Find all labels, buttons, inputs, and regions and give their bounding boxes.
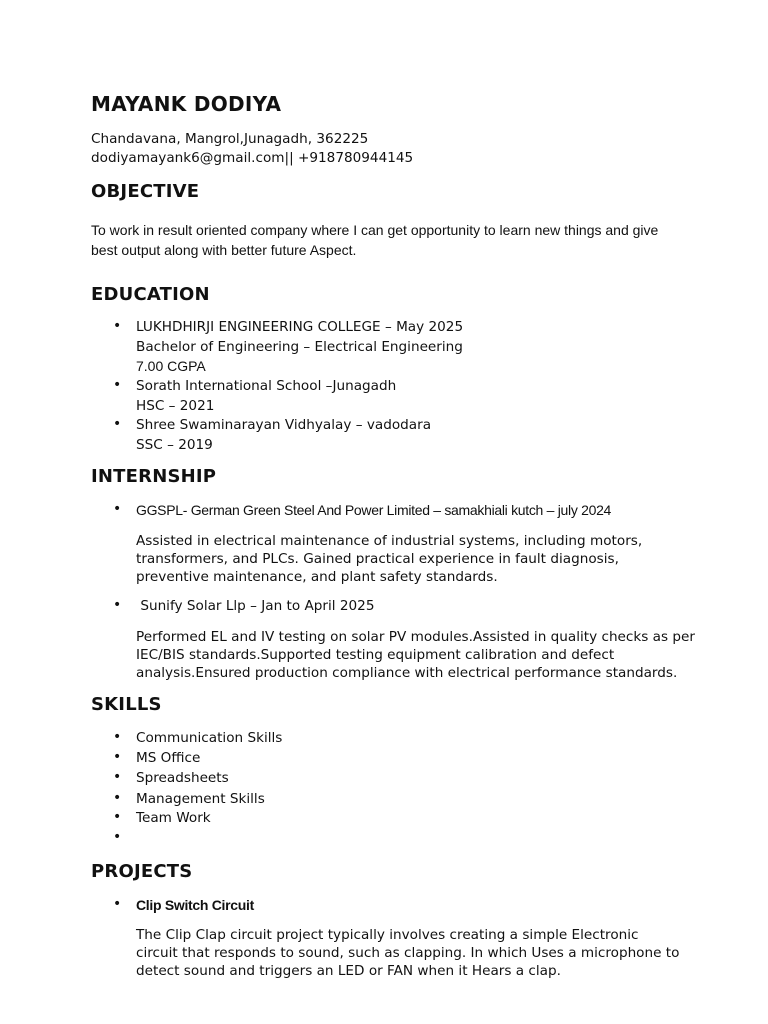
bullet-icon: • (113, 809, 122, 825)
bullet-icon: • (113, 416, 122, 432)
project-desc-line: The Clip Clap circuit project typically involves creating a simple Electronic (136, 927, 639, 943)
internship-desc-line: IEC/BIS standards.Supported testing equipment calibration and defect (136, 647, 615, 663)
internship-title-ggspl: GGSPL- German Green Steel And Power Limited – samakhiali kutch – july 2024 (136, 502, 612, 518)
bullet-icon: • (113, 729, 122, 745)
project-desc-line: detect sound and triggers an LED or FAN when it Hears a clap. (136, 963, 561, 979)
internship-title-sunify: Sunify Solar Llp – Jan to April 2025 (136, 598, 375, 614)
skill-item: Spreadsheets (136, 770, 229, 786)
bullet-icon: • (113, 377, 122, 393)
education-cgpa: 7.00 CGPA (136, 358, 206, 374)
internship-desc-line: transformers, and PLCs. Gained practical experience in fault diagnosis, (136, 551, 619, 567)
project-desc-line: circuit that responds to sound, such as clapping. In which Uses a microphone to (136, 945, 680, 961)
objective-heading: OBJECTIVE (91, 181, 200, 202)
internship-desc-line: Assisted in electrical maintenance of industrial systems, including motors, (136, 533, 643, 549)
education-hsc-year: HSC – 2021 (136, 398, 215, 414)
project-title: Clip Switch Circuit (136, 897, 254, 913)
skill-item: Communication Skills (136, 730, 283, 746)
projects-heading: PROJECTS (91, 861, 193, 882)
skills-heading: SKILLS (91, 694, 162, 715)
contact-line: dodiyamayank6@gmail.com|| +918780944145 (91, 150, 414, 166)
education-ssc-year: SSC – 2019 (136, 437, 213, 453)
education-degree: Bachelor of Engineering – Electrical Engineering (136, 339, 463, 355)
education-ssc-school: Shree Swaminarayan Vidhyalay – vadodara (136, 417, 432, 433)
bullet-icon: • (113, 790, 122, 806)
internship-desc-line: analysis.Ensured production compliance with electrical performance standards. (136, 665, 678, 681)
education-college: LUKHDHIRJI ENGINEERING COLLEGE – May 2025 (136, 319, 464, 335)
internship-heading: INTERNSHIP (91, 466, 217, 487)
skill-item: MS Office (136, 750, 201, 766)
bullet-icon: • (113, 896, 122, 912)
education-hsc-school: Sorath International School –Junagadh (136, 378, 397, 394)
bullet-icon: • (113, 318, 122, 334)
bullet-icon: • (113, 597, 122, 613)
education-heading: EDUCATION (91, 284, 210, 305)
address-line: Chandavana, Mangrol,Junagadh, 362225 (91, 131, 369, 147)
bullet-icon: • (113, 501, 122, 517)
objective-line-1: To work in result oriented company where I can get opportunity to learn new things and give (91, 222, 659, 238)
internship-desc-line: preventive maintenance, and plant safety standards. (136, 569, 498, 585)
bullet-icon: • (113, 749, 122, 765)
bullet-icon: • (113, 769, 122, 785)
internship-desc-line: Performed EL and IV testing on solar PV modules.Assisted in quality checks as per (136, 629, 695, 645)
objective-line-2: best output along with better future Aspect. (91, 242, 357, 258)
bullet-icon: • (113, 829, 122, 845)
candidate-name: MAYANK DODIYA (91, 92, 282, 116)
skill-item: Management Skills (136, 791, 265, 807)
skill-item: Team Work (136, 810, 211, 826)
